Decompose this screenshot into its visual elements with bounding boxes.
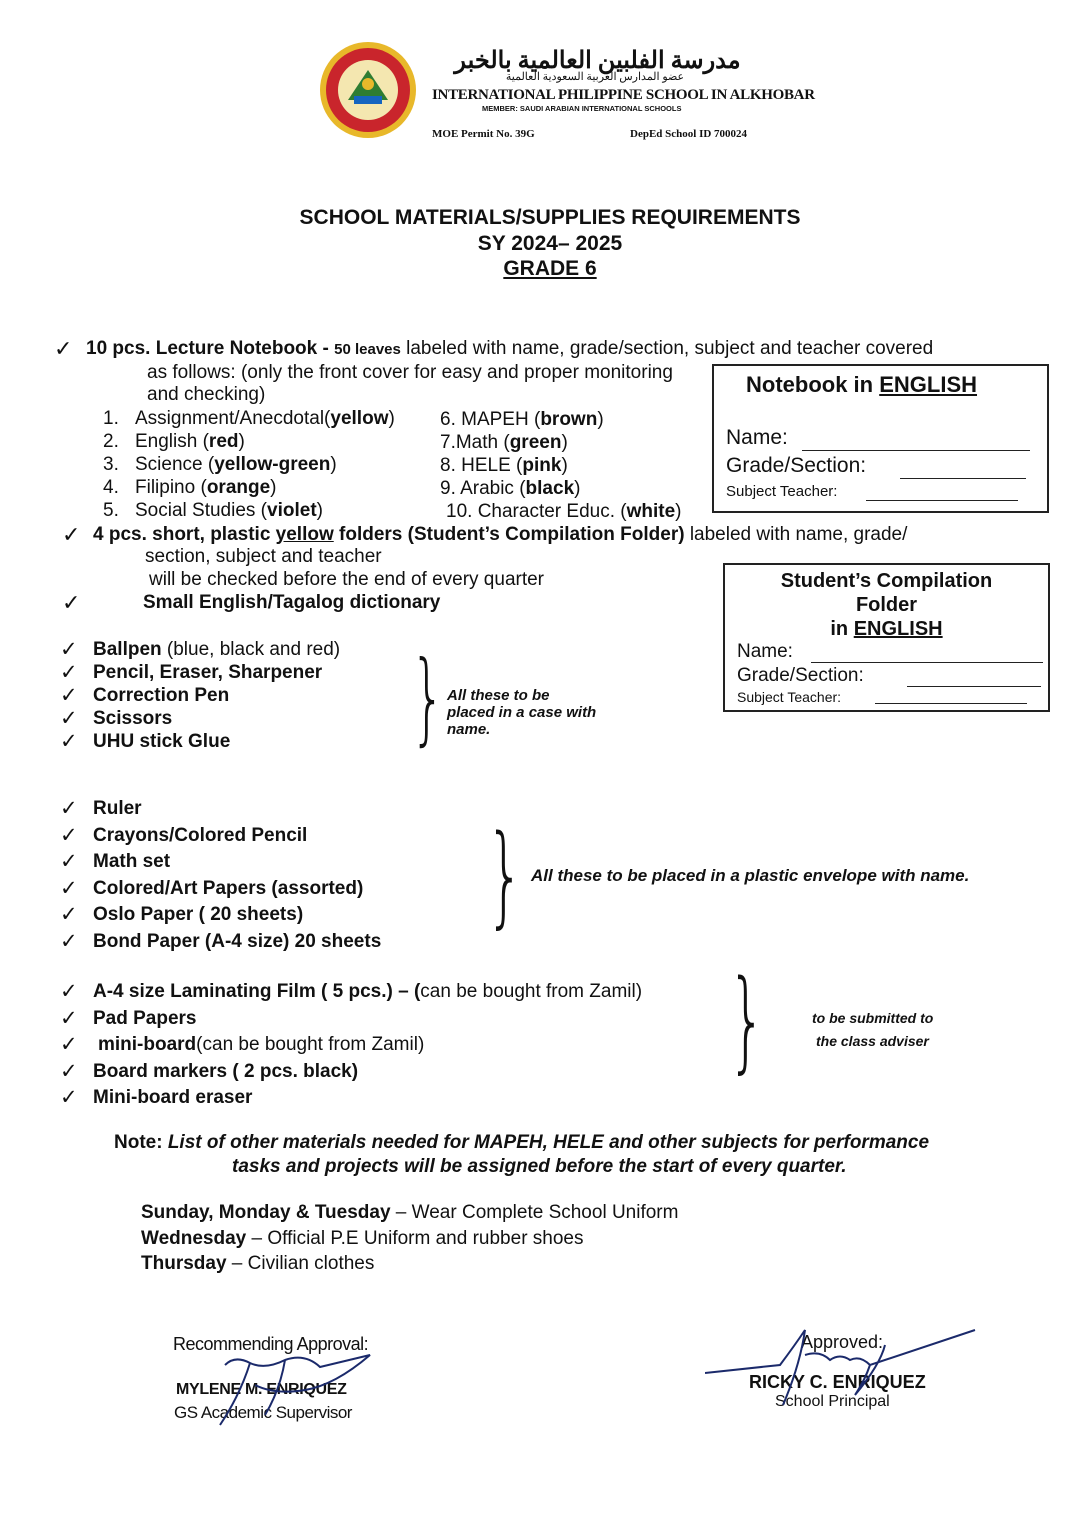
school-name-arabic: مدرسة الفلبين العالمية بالخبر: [454, 48, 741, 74]
folder-box-title: Student’s Compilation Folder in ENGLISH: [780, 570, 993, 640]
folders-requirement: 4 pcs. short, plastic yellow folders (Student’s Compilation Folder) labeled with name, grade/: [93, 524, 908, 545]
list-item: ✓ Math set: [60, 849, 381, 876]
folder-label-box: [723, 563, 1050, 712]
notebook-box-title: Notebook in ENGLISH: [746, 372, 978, 397]
moe-permit: MOE Permit No. 39G: [432, 128, 535, 140]
check-icon: ✓: [60, 1059, 78, 1083]
supervisor-signature: [195, 1345, 380, 1430]
brace-icon: }: [410, 639, 446, 756]
school-member-line: MEMBER: SAUDI ARABIAN INTERNATIONAL SCHOOLS: [482, 104, 682, 113]
subject-item: 8. HELE (pink): [440, 455, 568, 476]
brace-icon: }: [485, 811, 525, 939]
list-item: ✓ Pencil, Eraser, Sharpener: [60, 661, 323, 684]
principal-name: RICKY C. ENRIQUEZ: [749, 1372, 926, 1392]
school-member-arabic: عضو المدارس العربية السعودية العالمية: [505, 71, 685, 83]
folder-box-grade: Grade/Section:: [737, 665, 864, 686]
check-icon: ✓: [60, 1006, 78, 1030]
brace-icon: }: [727, 956, 767, 1084]
list-item: ✓ UHU stick Glue: [60, 730, 231, 753]
folders-line2: section, subject and teacher: [145, 546, 382, 567]
name-line: [811, 662, 1043, 663]
check-icon: ✓: [60, 929, 78, 953]
principal-signature: [705, 1325, 980, 1410]
grade-line: [900, 478, 1026, 479]
subject-item: 7.Math (green): [440, 432, 568, 453]
check-icon: ✓: [60, 1086, 78, 1109]
document-title: SCHOOL MATERIALS/SUPPLIES REQUIREMENTS: [299, 206, 801, 229]
list-item: ✓ Oslo Paper ( 20 sheets): [60, 902, 381, 929]
grade-line: [907, 686, 1041, 687]
list-item: ✓ Colored/Art Papers (assorted): [60, 876, 381, 903]
note-line1: Note: List of other materials needed for MAPEH, HELE and other subjects for performance: [114, 1132, 930, 1153]
list-item: ✓ Ruler: [60, 796, 381, 823]
note-line2: tasks and projects will be assigned before the start of every quarter.: [232, 1156, 847, 1177]
subject-item: 9. Arabic (black): [440, 478, 581, 499]
check-icon: ✓: [54, 336, 73, 361]
name-line: [802, 450, 1030, 451]
school-name: INTERNATIONAL PHILIPPINE SCHOOL IN ALKHOBAR: [432, 87, 815, 103]
check-icon: ✓: [60, 661, 78, 684]
teacher-line: [866, 500, 1018, 501]
principal-title: School Principal: [775, 1393, 890, 1410]
check-icon: ✓: [60, 684, 78, 707]
check-icon: ✓: [60, 980, 78, 1003]
check-icon: ✓: [60, 903, 78, 926]
check-icon: ✓: [60, 707, 78, 730]
notebook-requirement: 10 pcs. Lecture Notebook - 50 leaves labeled with name, grade/section, subject and teacher covered: [86, 338, 934, 359]
list-item: ✓ Crayons/Colored Pencil: [60, 823, 381, 850]
subject-list-left: [103, 407, 395, 522]
subject-item: 1. Assignment/Anecdotal(yellow): [103, 408, 395, 429]
notebook-line3: and checking): [147, 384, 266, 405]
check-icon: ✓: [60, 730, 78, 753]
uniform-schedule: [141, 1200, 678, 1277]
supervisor-name: MYLENE M. ENRIQUEZ: [176, 1381, 347, 1398]
notebook-box-teacher: Subject Teacher:: [726, 483, 838, 500]
subject-list-right: [440, 408, 681, 523]
folder-box-name: Name:: [737, 641, 793, 662]
subject-item: 6. MAPEH (brown): [440, 409, 604, 430]
notebook-line2: as follows: (only the front cover for easy and proper monitoring: [147, 362, 673, 383]
dictionary-item: Small English/Tagalog dictionary: [143, 592, 441, 613]
school-seal-logo: [318, 40, 418, 140]
subject-item: 4. Filipino (orange): [103, 477, 277, 498]
uniform-rule: Thursday – Civilian clothes: [141, 1253, 375, 1274]
grade-heading: GRADE 6: [503, 257, 597, 280]
school-year: SY 2024– 2025: [477, 232, 623, 255]
folders-line3: will be checked before the end of every quarter: [149, 569, 545, 590]
deped-school-id: DepEd School ID 700024: [630, 128, 748, 140]
check-icon: ✓: [62, 522, 81, 547]
folder-box-teacher: Subject Teacher:: [737, 689, 842, 705]
envelope-note: All these to be placed in a plastic envelope with name.: [531, 866, 970, 885]
adviser-items-list: ✓ A-4 size Laminating Film ( 5 pcs.) – (can be bought from Zamil) ✓ Pad Papers ✓ mini-board(can be bought from Zamil) ✓ Board markers ( 2 pcs. black) ✓ Mini-board eraser: [60, 979, 642, 1112]
check-icon: ✓: [60, 850, 78, 873]
case-note: All these to be placed in a case with name.: [447, 687, 597, 738]
notebook-box-name: Name:: [726, 426, 788, 449]
teacher-line: [875, 703, 1027, 704]
check-icon: ✓: [60, 823, 78, 847]
list-item: ✓ Correction Pen: [60, 684, 230, 707]
check-icon: ✓: [60, 638, 78, 661]
subject-item: 2. English (red): [103, 431, 245, 452]
uniform-rule: Sunday, Monday & Tuesday – Wear Complete School Uniform: [141, 1202, 679, 1223]
notebook-box-grade: Grade/Section:: [726, 454, 867, 477]
adviser-note: to be submitted to the class adviser: [812, 1010, 934, 1049]
check-icon: ✓: [60, 797, 78, 820]
check-icon: ✓: [60, 1033, 78, 1056]
subject-item: 10. Character Educ. (white): [446, 501, 682, 522]
case-items-list: ✓ Ballpen (blue, black and red) ✓ Pencil, Eraser, Sharpener ✓ Correction Pen ✓ Scissors ✓ UHU stick Glue: [60, 638, 341, 753]
subject-item: 5. Social Studies (violet): [103, 500, 323, 521]
subject-item: 3. Science (yellow-green): [103, 454, 337, 475]
notebook-label-box: [712, 364, 1049, 513]
check-icon: ✓: [60, 876, 78, 900]
envelope-items-list: [60, 796, 381, 955]
recommending-label: Recommending Approval:: [173, 1334, 369, 1354]
supervisor-title: GS Academic Supervisor: [174, 1403, 352, 1422]
list-item: ✓ Bond Paper (A-4 size) 20 sheets: [60, 929, 381, 956]
list-item: ✓ Scissors: [60, 707, 173, 730]
approved-label: Approved:: [801, 1332, 884, 1352]
check-icon: ✓: [62, 590, 81, 615]
uniform-rule: Wednesday – Official P.E Uniform and rubber shoes: [141, 1227, 584, 1249]
